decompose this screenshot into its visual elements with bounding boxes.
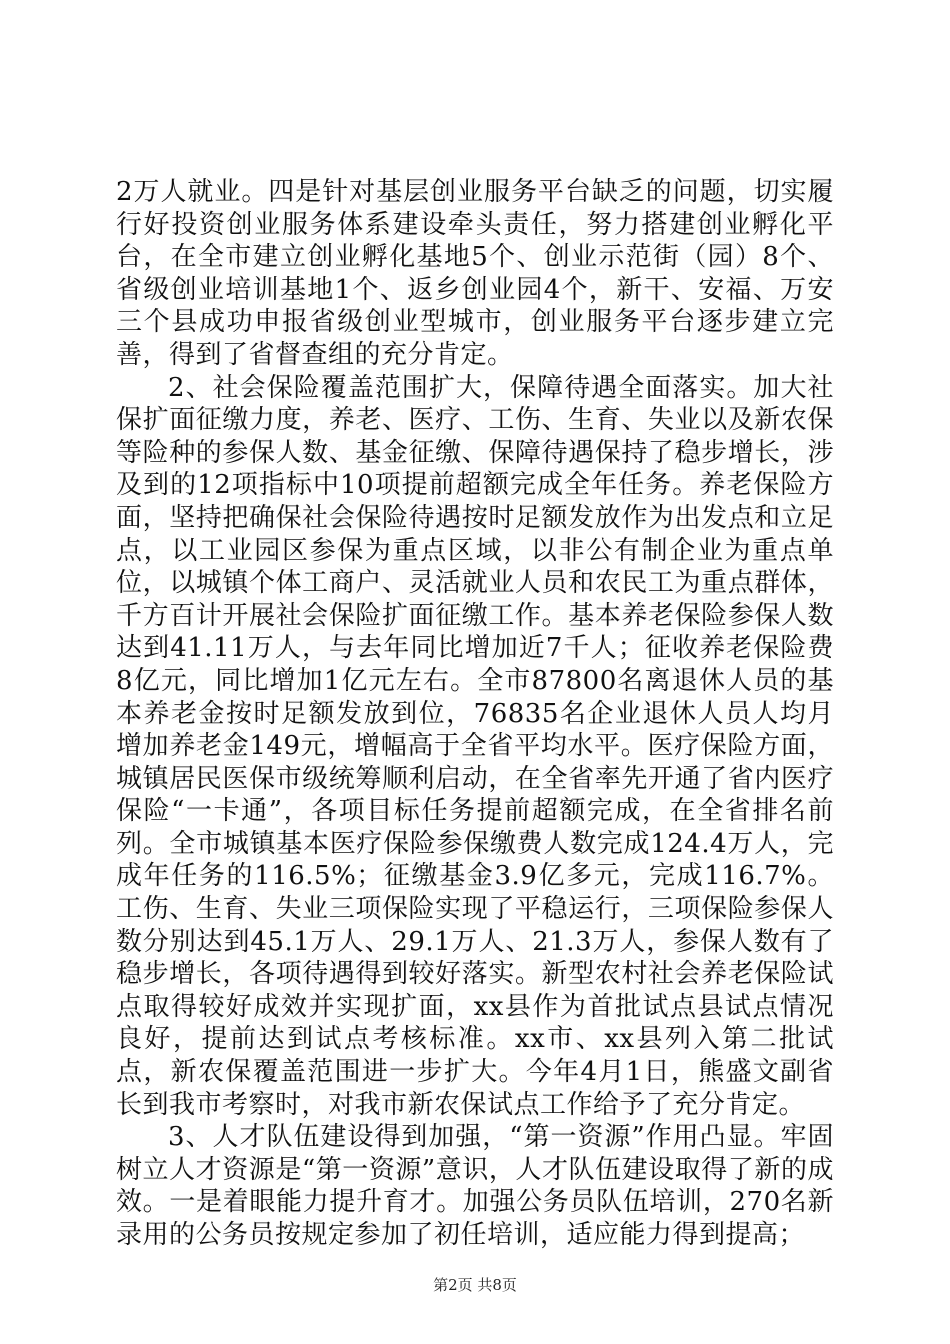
paragraph-talent-team: 3、人才队伍建设得到加强，“第一资源”作用凸显。牢固树立人才资源是“第一资源”意识，人才队伍建设取得了新的成效。一是着眼能力提升育才。加强公务员队伍培训，270名新录用的公务员按规定参加了初任培训，适应能力得到提高； bbox=[116, 1122, 834, 1250]
page-footer: 第2页 共8页 bbox=[433, 1276, 517, 1294]
document-body bbox=[116, 176, 834, 1252]
paragraph-continuation: 2万人就业。四是针对基层创业服务平台缺乏的问题，切实履行好投资创业服务体系建设牵头责任，努力搭建创业孵化平台，在全市建立创业孵化基地5个、创业示范街（园）8个、省级创业培训基地1个、返乡创业园4个，新干、安福、万安三个县成功申报省级创业型城市，创业服务平台逐步建立完善，得到了省督查组的充分肯定。 bbox=[116, 177, 834, 370]
paragraph-social-insurance: 2、社会保险覆盖范围扩大，保障待遇全面落实。加大社保扩面征缴力度，养老、医疗、工伤、生育、失业以及新农保等险种的参保人数、基金征缴、保障待遇保持了稳步增长，涉及到的12项指标中10项提前超额完成全年任务。养老保险方面，坚持把确保社会保险待遇按时足额发放作为出发点和立足点，以工业园区参保为重点区域，以非公有制企业为重点单位，以城镇个体工商户、灵活就业人员和农民工为重点群体，千方百计开展社会保险扩面征缴工作。基本养老保险参保人数达到41.11万人，与去年同比增加近7千人；征收养老保险费8亿元，同比增加1亿元左右。全市87800名离退休人员的基本养老金按时足额发放到位，76835名企业退休人员人均月增加养老金149元，增幅高于全省平均水平。医疗保险方面，城镇居民医保市级统筹顺利启动，在全省率先开通了省内医疗保险“一卡通”，各项目标任务提前超额完成，在全省排名前列。全市城镇基本医疗保险参保缴费人数完成124.4万人，完成年任务的116.5%；征缴基金3.9亿多元，完成116.7%。工伤、生育、失业三项保险实现了平稳运行，三项保险参保人数分别达到45.1万人、29.1万人、21.3万人，参保人数有了稳步增长，各项待遇得到较好落实。新型农村社会养老保险试点取得较好成效并实现扩面，xx县作为首批试点县试点情况良好，提前达到试点考核标准。xx市、xx县列入第二批试点，新农保覆盖范围进一步扩大。今年4月1日，熊盛文副省长到我市考察时，对我市新农保试点工作给予了充分肯定。 bbox=[116, 372, 834, 1120]
